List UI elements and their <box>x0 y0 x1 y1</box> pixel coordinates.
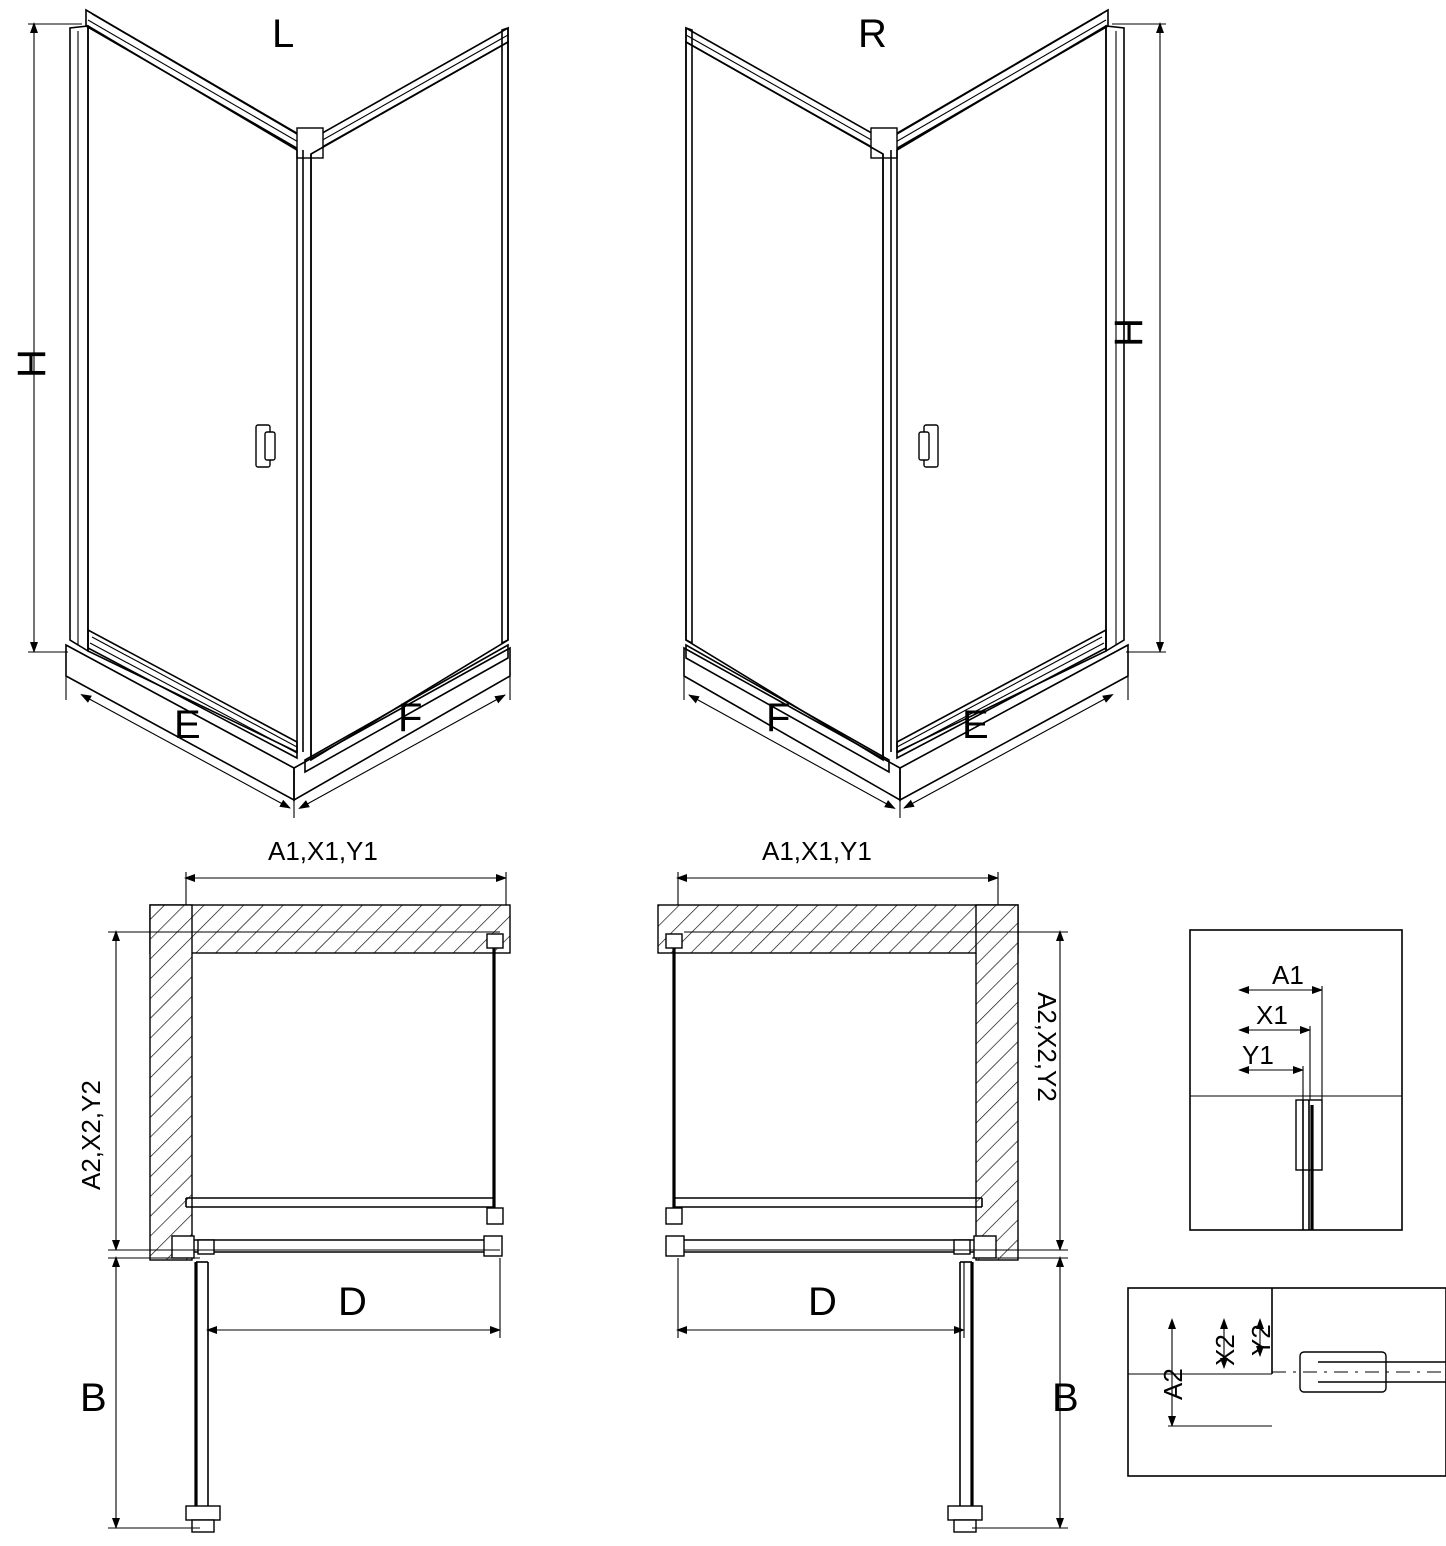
iso-left-front-label: E <box>174 703 201 747</box>
view-label-right: R <box>858 12 887 56</box>
iso-left-width-dimensions <box>66 676 510 818</box>
plan-left-dimensions <box>108 872 506 1528</box>
detail-bottom-dim-y2: Y2 <box>1246 1324 1276 1356</box>
plan-left-geometry <box>150 905 510 1532</box>
iso-right-geometry <box>684 10 1128 800</box>
plan-right-door-dim-label: D <box>808 1280 837 1324</box>
plan-left-swing-dim-label: B <box>80 1376 107 1420</box>
view-label-left: L <box>272 12 295 56</box>
plan-right-dimensions <box>678 872 1068 1528</box>
detail-bottom-dim-x2: X2 <box>1210 1334 1240 1366</box>
plan-left-side-dim-label: A2,X2,Y2 <box>76 1080 106 1190</box>
plan-left-top-dim-label: A1,X1,Y1 <box>268 836 378 866</box>
detail-top-dim-y1: Y1 <box>1242 1040 1274 1070</box>
iso-right-width-dimensions <box>684 676 1128 818</box>
iso-left-geometry <box>66 10 510 800</box>
iso-right-height-label: H <box>1106 318 1150 347</box>
detail-bottom-dim-a2: A2 <box>1158 1368 1188 1400</box>
plan-left-door-dim-label: D <box>338 1280 367 1324</box>
iso-left-side-label: F <box>398 696 423 740</box>
plan-right-swing-dim-label: B <box>1052 1376 1079 1420</box>
iso-right-side-label: F <box>766 696 791 740</box>
iso-left-height-label: H <box>10 349 54 378</box>
plan-right-side-dim-label: A2,X2,Y2 <box>1032 992 1062 1102</box>
plan-right-geometry <box>658 905 1018 1532</box>
detail-top-dim-a1: A1 <box>1272 960 1304 990</box>
detail-top-dim-x1: X1 <box>1256 1000 1288 1030</box>
iso-right-front-label: E <box>962 703 989 747</box>
iso-left-height-dimension <box>28 24 82 652</box>
plan-right-top-dim-label: A1,X1,Y1 <box>762 836 872 866</box>
